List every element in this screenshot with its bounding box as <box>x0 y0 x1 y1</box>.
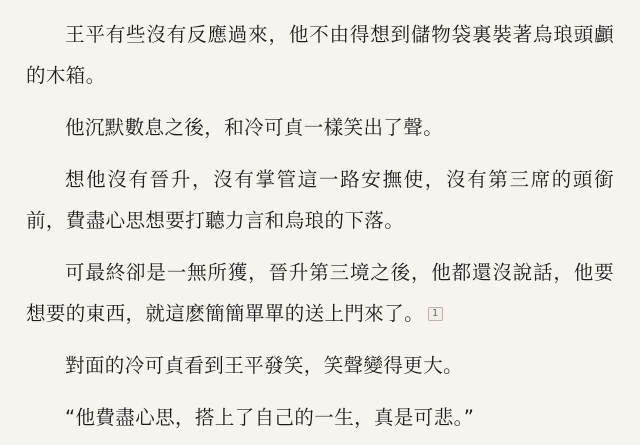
paragraph-text: 可最終卻是一無所獲，晉升第三境之後，他都還沒說話，他要想要的東西，就這麽簡簡單單的送上門來了。 <box>26 261 614 325</box>
footnote-reference[interactable]: 1 <box>428 307 443 321</box>
paragraph <box>26 345 614 386</box>
paragraph <box>26 14 614 96</box>
paragraph-text: 他沉默數息之後，和冷可貞一樣笑出了聲。 <box>65 116 444 139</box>
paragraph-text: 想他沒有晉升，沒有掌管這一路安撫使，沒有第三席的頭銜前，費盡心思想要打聽力言和烏琅的下落。 <box>26 168 614 232</box>
paragraph <box>26 252 614 334</box>
paragraph <box>26 107 614 148</box>
paragraph <box>26 159 614 241</box>
paragraph <box>26 397 614 438</box>
paragraph-text: 王平有些沒有反應過來，他不由得想到儲物袋裏裝著烏琅頭顱的木箱。 <box>26 23 614 87</box>
paragraph-text: 對面的冷可貞看到王平發笑，笑聲變得更大。 <box>65 354 464 377</box>
paragraph-text: “他費盡心思，搭上了自己的一生，真是可悲。” <box>65 406 475 429</box>
